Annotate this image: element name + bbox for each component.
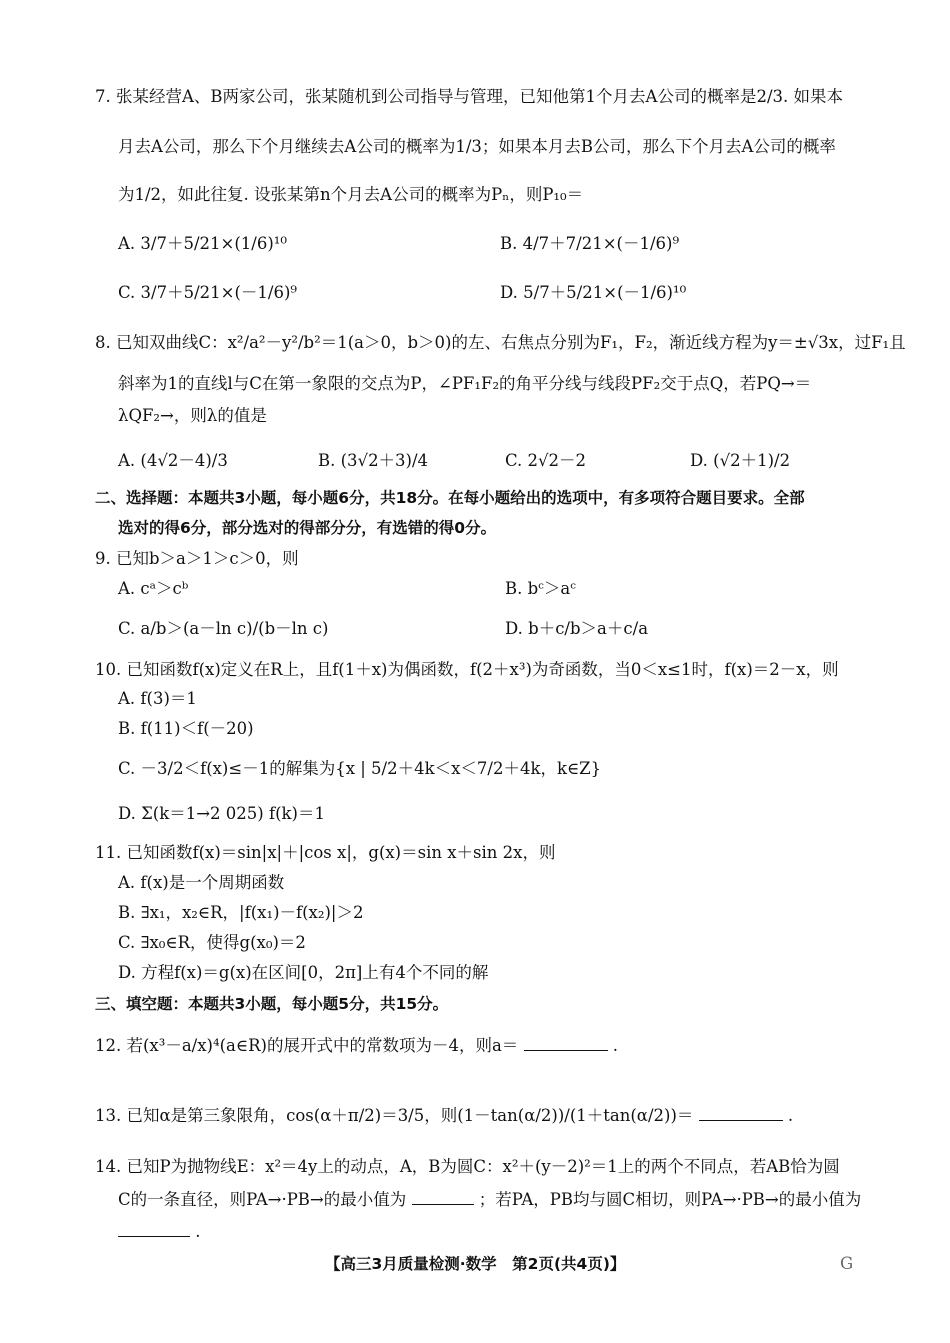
q14-stem-line-2: [118, 1188, 861, 1211]
q12-end: .: [612, 1036, 619, 1055]
q7-stem-line-2: 月去A公司，那么下个月继续去A公司的概率为1/3；如果本月去B公司，那么下个月去A公司的概率: [118, 137, 836, 156]
q13-answer-blank[interactable]: [699, 1104, 783, 1121]
q14-stem-part-1: C的一条直径，则PA→·PB→的最小值为: [118, 1190, 407, 1209]
q9-option-d: D. b＋c/b＞a＋c/a: [505, 619, 649, 638]
q8-stem-line-2: 斜率为1的直线l与C在第一象限的交点为P，∠PF₁F₂的角平分线与线段PF₂交于点Q，若PQ→＝: [118, 374, 812, 393]
q13-end: .: [787, 1106, 794, 1125]
q12-line: [95, 1034, 618, 1057]
q9-option-c: C. a/b＞(a－ln c)/(b－ln c): [118, 619, 329, 638]
q7-option-c: C. 3/7＋5/21×(－1/6)⁹: [118, 283, 298, 302]
q10-option-c: C. －3/2＜f(x)≤－1的解集为{x | 5/2＋4k＜x＜7/2＋4k，k∈Z}: [118, 759, 602, 778]
q13-stem: 13. 已知α是第三象限角，cos(α＋π/2)＝3/5，则(1－tan(α/2))/(1＋tan(α/2))＝: [95, 1106, 694, 1125]
q10-option-a: A. f(3)＝1: [118, 689, 197, 708]
q9-stem: 9. 已知b＞a＞1＞c＞0，则: [95, 549, 299, 568]
section-2-heading: 二、选择题：本题共3小题，每小题6分，共18分。在每小题给出的选项中，有多项符合题目要求。全部: [95, 489, 805, 507]
q14-stem-line-3: [118, 1220, 201, 1243]
q8-option-c: C. 2√2－2: [505, 451, 587, 470]
q14-end: .: [195, 1222, 201, 1241]
q11-option-a: A. f(x)是一个周期函数: [118, 873, 285, 892]
q7-option-d: D. 5/7＋5/21×(－1/6)¹⁰: [500, 283, 687, 302]
page-footer: 【高三3月质量检测·数学 第2页(共4页)】: [325, 1255, 626, 1273]
q8-option-d: D. (√2＋1)/2: [690, 451, 791, 470]
q8-stem-line-3: λQF₂→，则λ的值是: [118, 406, 267, 425]
q7-stem-line-1: 7. 张某经营A、B两家公司，张某随机到公司指导与管理，已知他第1个月去A公司的概率是2/3. 如果本: [95, 87, 843, 106]
q9-option-b: B. bᶜ＞aᶜ: [505, 579, 576, 598]
section-3-heading: 三、填空题：本题共3小题，每小题5分，共15分。: [95, 995, 449, 1013]
q8-option-a: A. (4√2－4)/3: [118, 451, 228, 470]
q12-stem: 12. 若(x³－a/x)⁴(a∈R)的展开式中的常数项为－4，则a＝: [95, 1036, 519, 1055]
q11-option-b: B. ∃x₁，x₂∈R，|f(x₁)－f(x₂)|＞2: [118, 903, 364, 922]
q14-stem-line-1: 14. 已知P为抛物线E：x²＝4y上的动点，A，B为圆C：x²＋(y－2)²＝1上的两个不同点，若AB恰为圆: [95, 1157, 840, 1176]
footer-mark: G: [840, 1254, 854, 1273]
q7-stem-line-3: 为1/2，如此往复. 设张某第n个月去A公司的概率为Pₙ，则P₁₀＝: [118, 185, 584, 204]
q8-stem-line-1: 8. 已知双曲线C：x²/a²－y²/b²＝1(a＞0，b＞0)的左、右焦点分别为F₁，F₂，渐近线方程为y＝±√3x，过F₁且: [95, 333, 906, 352]
q14-stem-part-2: ；若PA，PB均与圆C相切，则PA→·PB→的最小值为: [478, 1190, 862, 1209]
q12-answer-blank[interactable]: [524, 1034, 608, 1051]
q9-option-a: A. cᵃ＞cᵇ: [118, 579, 189, 598]
q7-option-b: B. 4/7＋7/21×(－1/6)⁹: [500, 234, 680, 253]
q11-stem: 11. 已知函数f(x)＝sin|x|＋|cos x|，g(x)＝sin x＋sin 2x，则: [95, 843, 556, 862]
q14-answer-blank-2[interactable]: [118, 1220, 190, 1237]
q10-option-b: B. f(11)＜f(－20): [118, 719, 254, 738]
section-2-instructions: 选对的得6分，部分选对的得部分分，有选错的得0分。: [118, 519, 497, 537]
q8-option-b: B. (3√2＋3)/4: [318, 451, 429, 470]
q10-option-d: D. Σ(k＝1→2 025) f(k)＝1: [118, 804, 325, 823]
q10-stem: 10. 已知函数f(x)定义在R上，且f(1＋x)为偶函数，f(2＋x³)为奇函数，当0＜x≤1时，f(x)＝2－x，则: [95, 660, 839, 679]
q7-option-a: A. 3/7＋5/21×(1/6)¹⁰: [118, 234, 287, 253]
q13-line: [95, 1104, 793, 1127]
q14-answer-blank-1[interactable]: [412, 1188, 474, 1205]
q11-option-d: D. 方程f(x)＝g(x)在区间[0，2π]上有4个不同的解: [118, 963, 489, 982]
q11-option-c: C. ∃x₀∈R，使得g(x₀)＝2: [118, 933, 306, 952]
